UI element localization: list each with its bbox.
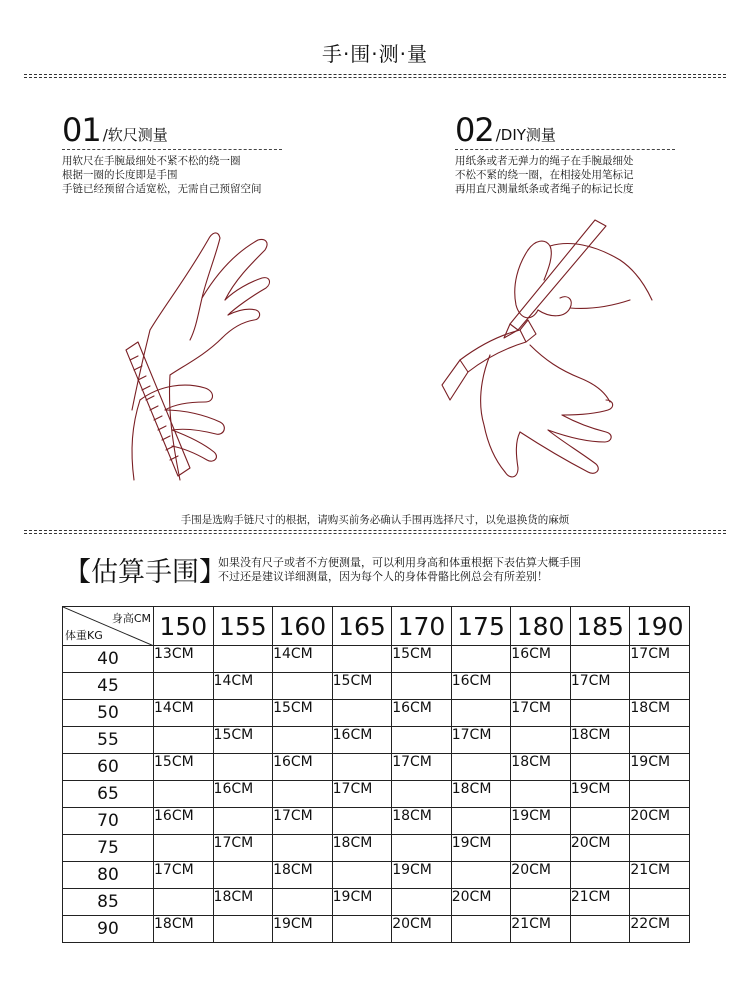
step-number: 01 xyxy=(62,111,101,149)
wrist-size-cell xyxy=(273,727,333,754)
wrist-size-cell: 15CM xyxy=(332,673,392,700)
wrist-size-cell: 18CM xyxy=(154,916,214,943)
height-header: 160 xyxy=(273,607,333,646)
wrist-size-cell: 18CM xyxy=(451,781,511,808)
weight-cell: 55 xyxy=(63,727,154,754)
step-instructions xyxy=(62,154,282,196)
wrist-size-cell xyxy=(154,673,214,700)
wrist-size-cell: 13CM xyxy=(154,646,214,673)
table-row xyxy=(63,727,690,754)
weight-axis-label: 体重KG xyxy=(65,629,103,642)
wrist-size-cell: 16CM xyxy=(213,781,273,808)
height-header: 170 xyxy=(392,607,452,646)
table-corner-cell xyxy=(63,607,154,646)
height-header: 175 xyxy=(451,607,511,646)
step-divider xyxy=(62,149,282,150)
step-diy xyxy=(455,110,675,196)
step-number: 02 xyxy=(455,111,494,149)
wrist-size-cell xyxy=(154,781,214,808)
wrist-size-cell: 18CM xyxy=(392,808,452,835)
estimate-line: 不过还是建议详细测量，因为每个人的身体骨骼比例总会有所差别！ xyxy=(218,570,548,583)
instruction-line: 再用直尺测量纸条或者绳子的标记长度 xyxy=(455,183,634,195)
wrist-size-cell: 18CM xyxy=(213,889,273,916)
wrist-size-cell xyxy=(511,781,571,808)
height-header: 150 xyxy=(154,607,214,646)
weight-cell: 80 xyxy=(63,862,154,889)
wrist-size-cell: 16CM xyxy=(511,646,571,673)
table-row xyxy=(63,646,690,673)
wrist-size-cell xyxy=(332,862,392,889)
wrist-size-cell xyxy=(154,727,214,754)
wrist-size-cell: 16CM xyxy=(273,754,333,781)
estimate-line: 如果没有尺子或者不方便测量，可以利用身高和体重根据下表估算大概手围 xyxy=(218,556,581,569)
wrist-size-cell: 19CM xyxy=(332,889,392,916)
page-title: 手·围·测·量 xyxy=(321,42,429,66)
wrist-size-cell: 16CM xyxy=(332,727,392,754)
wrist-size-cell xyxy=(332,916,392,943)
hand-with-soft-tape-icon xyxy=(110,210,310,490)
height-header: 190 xyxy=(630,607,690,646)
wrist-size-cell xyxy=(392,889,452,916)
wrist-size-cell: 17CM xyxy=(213,835,273,862)
step-heading xyxy=(455,110,675,149)
wrist-size-cell xyxy=(570,754,630,781)
wrist-size-cell: 15CM xyxy=(273,700,333,727)
table-row xyxy=(63,862,690,889)
wrist-size-cell: 16CM xyxy=(451,673,511,700)
wrist-size-cell xyxy=(213,646,273,673)
wrist-size-table xyxy=(62,606,690,943)
wrist-size-cell: 17CM xyxy=(570,673,630,700)
wrist-size-cell xyxy=(154,835,214,862)
wrist-size-cell xyxy=(570,646,630,673)
wrist-size-cell xyxy=(570,862,630,889)
wrist-size-cell: 20CM xyxy=(392,916,452,943)
wrist-size-cell: 19CM xyxy=(570,781,630,808)
weight-cell: 90 xyxy=(63,916,154,943)
weight-cell: 85 xyxy=(63,889,154,916)
wrist-size-cell xyxy=(451,862,511,889)
instruction-line: 不松不紧的绕一圈，在相接处用笔标记 xyxy=(455,169,634,181)
wrist-size-cell xyxy=(451,808,511,835)
wrist-size-cell: 17CM xyxy=(154,862,214,889)
wrist-size-cell: 20CM xyxy=(570,835,630,862)
wrist-size-cell xyxy=(451,646,511,673)
step-divider xyxy=(455,149,675,150)
weight-cell: 60 xyxy=(63,754,154,781)
wrist-size-cell xyxy=(392,673,452,700)
table-row xyxy=(63,673,690,700)
wrist-size-cell xyxy=(392,781,452,808)
wrist-size-cell xyxy=(630,781,690,808)
weight-cell: 70 xyxy=(63,808,154,835)
wrist-size-cell xyxy=(630,889,690,916)
wrist-size-cell: 17CM xyxy=(273,808,333,835)
wrist-size-cell: 14CM xyxy=(154,700,214,727)
wrist-size-cell: 19CM xyxy=(392,862,452,889)
instruction-line: 用纸条或者无弹力的绳子在手腕最细处 xyxy=(455,155,634,167)
wrist-size-cell xyxy=(213,700,273,727)
purchase-note: 手围是选购手链尺寸的根据，请购买前务必确认手围再选择尺寸，以免退换货的麻烦 xyxy=(180,514,570,526)
table-row xyxy=(63,781,690,808)
wrist-size-cell xyxy=(451,754,511,781)
wrist-size-cell: 21CM xyxy=(570,889,630,916)
wrist-size-cell: 16CM xyxy=(154,808,214,835)
weight-cell: 65 xyxy=(63,781,154,808)
wrist-size-cell: 20CM xyxy=(451,889,511,916)
wrist-size-cell xyxy=(511,673,571,700)
wrist-size-cell: 18CM xyxy=(332,835,392,862)
wrist-size-cell: 19CM xyxy=(511,808,571,835)
wrist-size-cell: 18CM xyxy=(273,862,333,889)
table-body xyxy=(63,646,690,943)
height-header: 185 xyxy=(570,607,630,646)
wrist-size-cell: 17CM xyxy=(332,781,392,808)
step-heading xyxy=(62,110,282,149)
wrist-size-cell xyxy=(511,889,571,916)
wrist-size-cell: 15CM xyxy=(392,646,452,673)
instruction-line: 根据一圈的长度即是手围 xyxy=(62,169,178,181)
wrist-size-cell xyxy=(273,835,333,862)
table-row xyxy=(63,916,690,943)
wrist-size-cell xyxy=(570,700,630,727)
wrist-size-cell: 21CM xyxy=(630,862,690,889)
weight-cell: 40 xyxy=(63,646,154,673)
middle-divider xyxy=(24,530,726,534)
table-row xyxy=(63,700,690,727)
wrist-size-cell: 21CM xyxy=(511,916,571,943)
wrist-size-cell xyxy=(154,889,214,916)
height-header: 155 xyxy=(213,607,273,646)
wrist-size-cell xyxy=(273,673,333,700)
wrist-size-cell xyxy=(332,700,392,727)
weight-cell: 45 xyxy=(63,673,154,700)
wrist-size-cell: 17CM xyxy=(630,646,690,673)
wrist-size-cell xyxy=(511,727,571,754)
instruction-line: 用软尺在手腕最细处不紧不松的绕一圈 xyxy=(62,155,241,167)
wrist-size-cell xyxy=(451,700,511,727)
wrist-size-cell xyxy=(332,754,392,781)
wrist-size-cell xyxy=(213,916,273,943)
wrist-size-cell xyxy=(630,673,690,700)
wrist-size-cell xyxy=(630,727,690,754)
wrist-size-cell xyxy=(392,835,452,862)
wrist-size-cell: 19CM xyxy=(273,916,333,943)
table-header-row xyxy=(63,607,690,646)
top-divider xyxy=(24,74,726,78)
wrist-size-cell: 14CM xyxy=(273,646,333,673)
wrist-size-cell xyxy=(392,727,452,754)
wrist-size-cell xyxy=(570,916,630,943)
wrist-size-cell: 18CM xyxy=(630,700,690,727)
wrist-size-cell: 16CM xyxy=(392,700,452,727)
wrist-size-cell: 18CM xyxy=(570,727,630,754)
wrist-size-cell: 20CM xyxy=(511,862,571,889)
step-soft-tape xyxy=(62,110,282,196)
table-row xyxy=(63,835,690,862)
table-row xyxy=(63,754,690,781)
wrist-size-cell: 17CM xyxy=(451,727,511,754)
height-header: 180 xyxy=(511,607,571,646)
wrist-size-cell: 14CM xyxy=(213,673,273,700)
instruction-line: 手链已经预留合适宽松，无需自己预留空间 xyxy=(62,183,262,195)
wrist-size-cell xyxy=(213,808,273,835)
wrist-size-cell xyxy=(273,889,333,916)
wrist-size-cell xyxy=(570,808,630,835)
hand-with-paper-strip-and-pen-icon xyxy=(420,210,660,490)
wrist-size-cell xyxy=(630,835,690,862)
table-row xyxy=(63,889,690,916)
wrist-size-cell xyxy=(451,916,511,943)
wrist-size-cell: 22CM xyxy=(630,916,690,943)
step-name: /软尺测量 xyxy=(102,126,168,144)
table-row xyxy=(63,808,690,835)
estimate-description xyxy=(218,556,581,584)
wrist-size-cell xyxy=(213,754,273,781)
wrist-size-cell xyxy=(511,835,571,862)
wrist-size-cell: 17CM xyxy=(511,700,571,727)
wrist-size-cell: 20CM xyxy=(630,808,690,835)
height-axis-label: 身高CM xyxy=(111,612,151,625)
height-header: 165 xyxy=(332,607,392,646)
wrist-size-cell xyxy=(213,862,273,889)
wrist-size-cell: 18CM xyxy=(511,754,571,781)
wrist-size-cell xyxy=(332,808,392,835)
wrist-size-cell: 15CM xyxy=(154,754,214,781)
wrist-size-cell: 17CM xyxy=(392,754,452,781)
wrist-size-cell: 15CM xyxy=(213,727,273,754)
wrist-size-cell xyxy=(332,646,392,673)
weight-cell: 50 xyxy=(63,700,154,727)
wrist-size-cell xyxy=(273,781,333,808)
step-instructions xyxy=(455,154,675,196)
weight-cell: 75 xyxy=(63,835,154,862)
step-name: /DIY测量 xyxy=(495,126,556,144)
estimate-title: 【估算手围】 xyxy=(64,557,226,588)
wrist-size-cell: 19CM xyxy=(451,835,511,862)
wrist-size-cell: 19CM xyxy=(630,754,690,781)
